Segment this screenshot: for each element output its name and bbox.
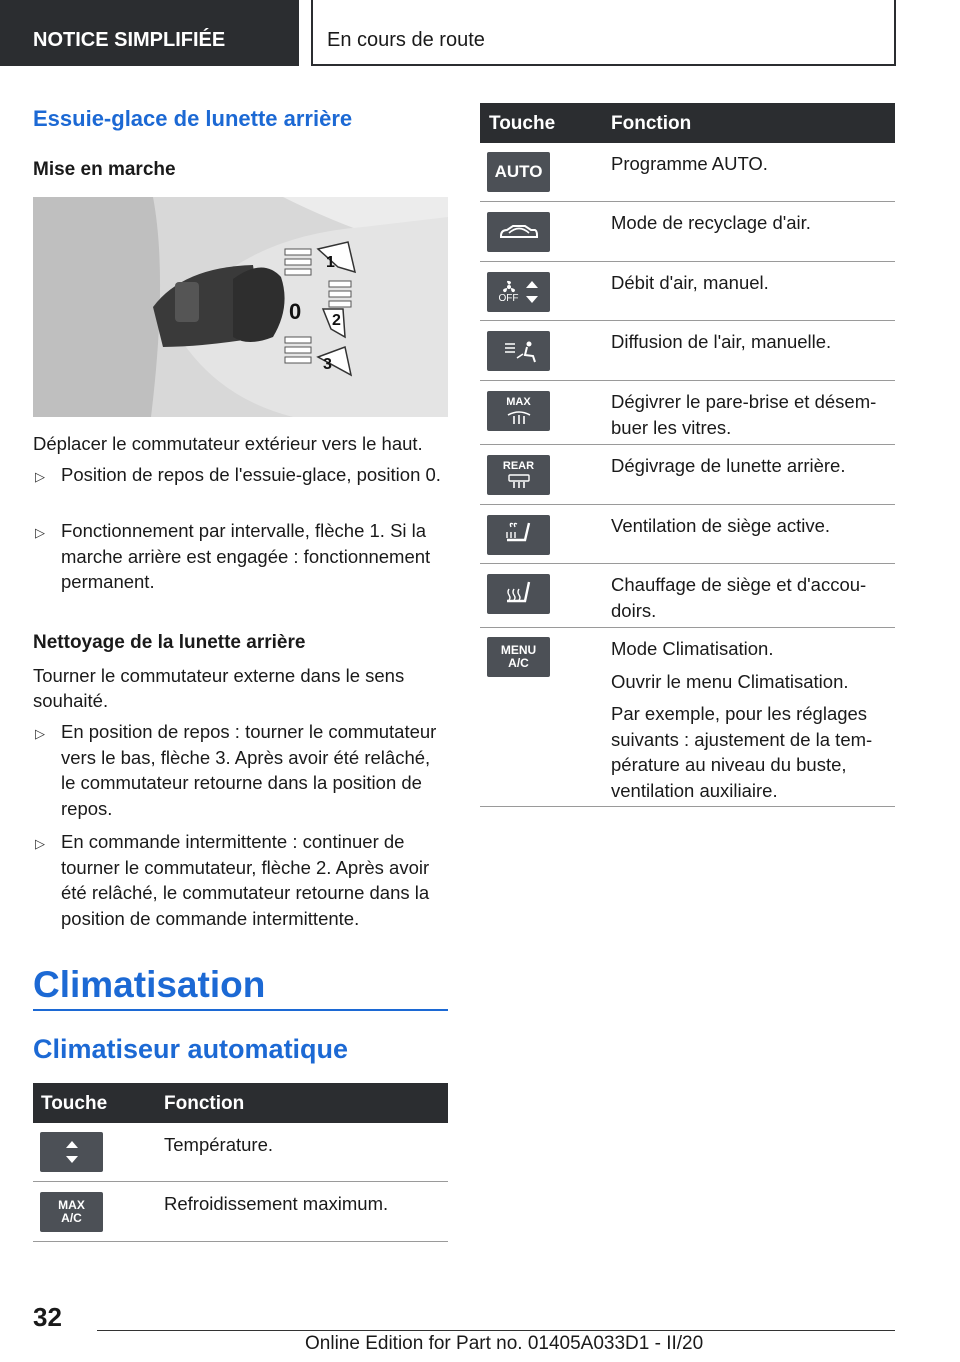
row-function: Par exemple, pour les réglages suivants : ajustement de la température au niveau du buste, ventilation auxiliaire. [611, 703, 873, 801]
wiper-switch-photo [33, 197, 448, 417]
table-row [480, 321, 895, 381]
row-function: Diffusion de l'air, manuelle. [611, 331, 832, 352]
arrow-label-2: 2 [332, 312, 341, 329]
air-distribution-icon [487, 331, 550, 371]
table-row [480, 564, 895, 628]
wiper-subheading-clean: Nettoyage de la lunette arrière [33, 632, 306, 653]
triangle-bullet-icon: ▷ [35, 836, 45, 851]
position-label-0: 0 [289, 299, 302, 324]
triangle-bullet-icon: ▷ [35, 469, 45, 484]
seat-ventilation-icon [487, 515, 550, 555]
list-item-text: En commande intermittente : continuer de tourner le commutateur, flèche 2. Après avoir été relâché, le commutateur retourne dans la position de commande intermittente. [61, 831, 430, 929]
page-number: 32 [33, 1302, 62, 1332]
edition-note: Online Edition for Part no. 01405A033D1 - II/20 [305, 1333, 704, 1354]
table-row [480, 202, 895, 262]
arrow-label-3: 3 [323, 356, 332, 373]
wiper-intro: Déplacer le commutateur extérieur vers le haut. [33, 433, 423, 454]
section-rule [33, 1009, 448, 1011]
row-function: Refroidissement maximum. [164, 1193, 389, 1214]
page-header [0, 0, 960, 66]
table-row [33, 1123, 448, 1182]
rear-defrost-icon [487, 455, 550, 495]
footer-rule [97, 1330, 895, 1331]
table-row [480, 143, 895, 202]
triangle-bullet-icon: ▷ [35, 525, 45, 540]
section-subtitle: Climatiseur automatique [33, 1034, 349, 1064]
row-function: Mode de recyclage d'air. [611, 212, 811, 233]
row-function: Dégivrer le pare-brise et désembuer les vitres. [611, 391, 877, 438]
key-text: AUTO [494, 162, 543, 182]
controls-table-left [33, 1083, 448, 1242]
arrow-label-1: 1 [326, 254, 335, 271]
table-header-key: Touche [489, 113, 556, 134]
key-text: OFF [498, 292, 519, 304]
triangle-bullet-icon: ▷ [35, 726, 45, 741]
row-function: Débit d'air, manuel. [611, 272, 769, 293]
row-function-group [611, 636, 891, 810]
list-item-text: Fonctionnement par intervalle, flèche 1. Si la marche arrière est engagée : fonctionnement permanent. [61, 520, 431, 592]
chapter-label: En cours de route [311, 0, 896, 66]
list-item [33, 829, 449, 931]
auto-icon [487, 152, 550, 192]
row-function: Ouvrir le menu Climatisation. [611, 670, 849, 692]
table-header [33, 1083, 448, 1123]
key-text: REAR [502, 460, 535, 473]
max-defrost-icon [487, 391, 550, 431]
table-row [33, 1182, 448, 1242]
row-function: Température. [164, 1134, 273, 1155]
row-function: Ventilation de siège active. [611, 515, 831, 536]
list-item-text: Position de repos de l'essuie-glace, position 0. [61, 464, 441, 485]
list-item [33, 719, 449, 821]
key-text: A/C [61, 1211, 82, 1225]
menu-ac-icon [487, 637, 550, 677]
table-header [480, 103, 895, 143]
row-function: Chauffage de siège et d'accoudoirs. [611, 574, 867, 621]
table-header-function: Fonction [611, 113, 692, 134]
section-label: NOTICE SIMPLIFIÉE [0, 0, 299, 66]
table-row [480, 381, 895, 445]
row-function: Mode Climatisation. [611, 638, 774, 659]
recirculation-icon [487, 212, 550, 252]
seat-heating-icon [487, 574, 550, 614]
row-function: Programme AUTO. [611, 153, 768, 174]
table-row [480, 262, 895, 321]
row-function: Dégivrage de lunette arrière. [611, 455, 846, 476]
fan-off-icon [487, 272, 550, 312]
list-item-text: En position de repos : tourner le commutateur vers le bas, flèche 3. Après avoir été relâché, le commutateur retourne dans la position de repos. [61, 721, 437, 819]
table-header-function: Fonction [164, 1093, 245, 1114]
table-header-key: Touche [41, 1093, 108, 1114]
table-row [480, 628, 895, 807]
key-text: MENU [500, 643, 537, 658]
table-row [480, 445, 895, 505]
key-text: A/C [508, 656, 529, 670]
wiper-intro-2: Tourner le commutateur externe dans le sens souhaité. [33, 665, 405, 711]
key-text: MAX [58, 1198, 85, 1213]
temperature-arrows-icon [40, 1132, 103, 1172]
list-item [33, 518, 449, 595]
key-text: MAX [506, 396, 531, 409]
max-ac-icon [40, 1192, 103, 1232]
wiper-heading: Essuie-glace de lunette arrière [33, 106, 353, 131]
controls-table-right [480, 103, 895, 807]
wiper-switch-illustration [33, 197, 448, 417]
list-item [33, 462, 449, 488]
section-title: Climatisation [33, 964, 266, 1005]
wiper-subheading-start: Mise en marche [33, 159, 176, 180]
table-row [480, 505, 895, 564]
